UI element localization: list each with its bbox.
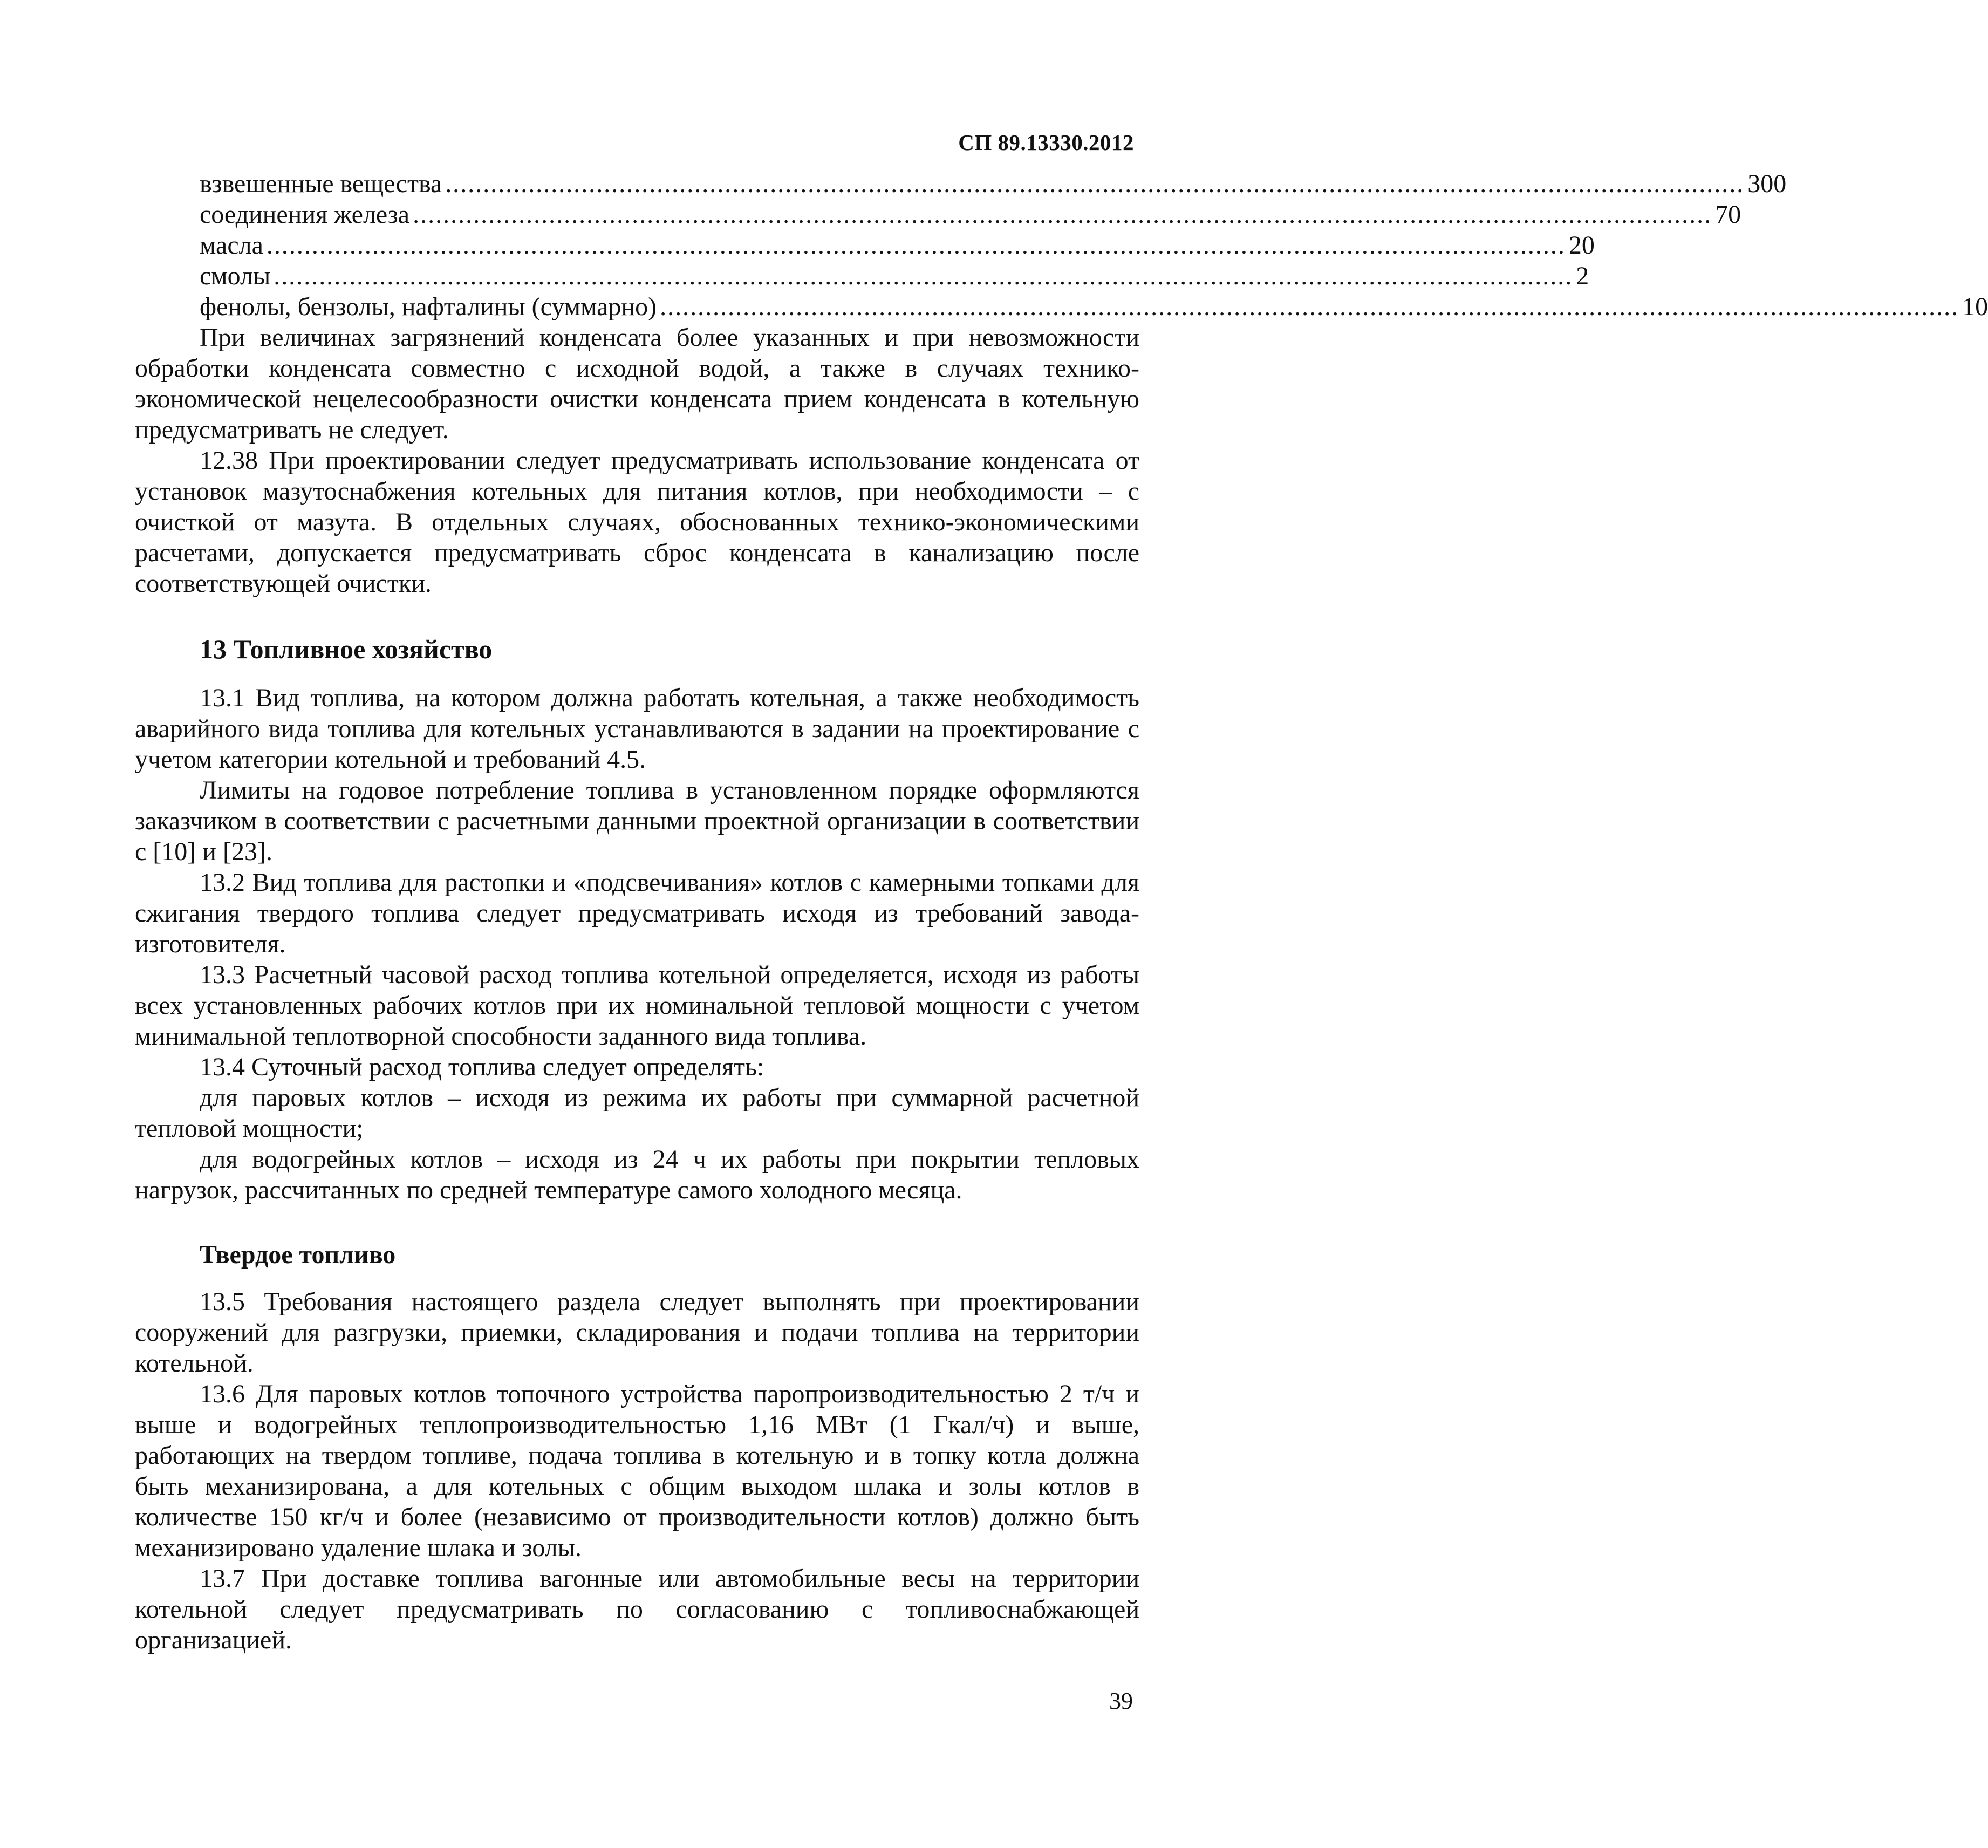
leader-dots: ............................................................................................................................................................................	[266, 231, 1566, 260]
limit-label: соединения железа	[200, 200, 410, 229]
limit-label: фенолы, бензолы, нафталины (суммарно)	[200, 292, 657, 321]
paragraph-13-1: 13.1 Вид топлива, на котором должна работать котельная, а также необходимость аварийного вида топлива для котельных устанавливаются в задании на проектирование с учетом категории котельной и требований 4.5.	[135, 684, 1139, 774]
limit-value: 300	[1747, 169, 1787, 198]
limit-label: масла	[200, 231, 263, 260]
paragraph-13-7: 13.7 При доставке топлива вагонные или автомобильные весы на территории котельной следует предусматривать по согласованию с топливоснабжающей организацией.	[135, 1564, 1139, 1654]
document-code: СП 89.13330.2012	[958, 130, 1134, 155]
limit-value: 70	[1715, 200, 1741, 229]
limit-value: 10	[1962, 292, 1988, 321]
paragraph-12-38: 12.38 При проектировании следует предусматривать использование конденсата от установок мазутоснабжения котельных для питания котлов, при необходимости – с очисткой от мазута. В отдельных случаях, обоснованных технико-экономическими расчетами, допускается предусматривать сброс конденсата в канализацию после соответствующей очистки.	[135, 446, 1139, 598]
paragraph-13-6: 13.6 Для паровых котлов топочного устройства паропроизводительностью 2 т/ч и выше и водогрейных теплопроизводительностью 1,16 МВт (1 Гкал/ч) и выше, работающих на твердом топливе, подача топлива в котельную и в топку котла должна быть механизирована, а для котельных с общим выходом шлака и золы котлов в количестве 150 кг/ч и более (независимо от производительности котлов) должно быть механизировано удаление шлака и золы.	[135, 1380, 1139, 1562]
subsection-heading: Твердое топливо	[200, 1240, 396, 1269]
limit-value: 20	[1568, 231, 1595, 260]
limit-row	[135, 230, 1595, 261]
page-content	[135, 168, 1988, 1655]
section-heading: 13 Топливное хозяйство	[200, 634, 493, 664]
paragraph-13-4: 13.4 Суточный расход топлива следует определять:	[200, 1053, 764, 1081]
limit-row	[135, 168, 1787, 199]
limit-row	[135, 261, 1589, 291]
paragraph-13-2: 13.2 Вид топлива для растопки и «подсвечивания» котлов с камерными топками для сжигания твердого топлива следует предусматривать исходя из требований завода-изготовителя.	[135, 868, 1139, 958]
leader-dots: ............................................................................................................................................................................	[413, 200, 1712, 229]
limit-row	[135, 291, 1988, 322]
leader-dots: ............................................................................................................................................................................	[660, 292, 1959, 321]
limit-value: 2	[1576, 262, 1589, 290]
paragraph: для водогрейных котлов – исходя из 24 ч их работы при покрытии тепловых нагрузок, рассчитанных по средней температуре самого холодного месяца.	[135, 1145, 1139, 1204]
leader-dots: ............................................................................................................................................................................	[445, 169, 1745, 198]
paragraph: При величинах загрязнений конденсата более указанных и при невозможности обработки конденсата совместно с исходной водой, а также в случаях технико-экономической нецелесообразности очистки конденсата прием конденсата в котельную предусматривать не следует.	[135, 323, 1139, 444]
leader-dots: ............................................................................................................................................................................	[274, 262, 1573, 290]
limit-label: смолы	[200, 262, 271, 290]
limit-row	[135, 199, 1741, 230]
page-number: 39	[1109, 1688, 1133, 1714]
paragraph: для паровых котлов – исходя из режима их работы при суммарной расчетной тепловой мощности;	[135, 1083, 1139, 1143]
paragraph: Лимиты на годовое потребление топлива в установленном порядке оформляются заказчиком в соответствии с расчетными данными проектной организации в соответствии с [10] и [23].	[135, 776, 1139, 866]
limit-label: взвешенные вещества	[200, 169, 442, 198]
paragraph-13-5: 13.5 Требования настоящего раздела следует выполнять при проектировании сооружений для разгрузки, приемки, складирования и подачи топлива на территории котельной.	[135, 1287, 1139, 1378]
limits-list	[135, 168, 1988, 322]
paragraph-13-3: 13.3 Расчетный часовой расход топлива котельной определяется, исходя из работы всех установленных рабочих котлов при их номинальной тепловой мощности с учетом минимальной теплотворной способности заданного вида топлива.	[135, 960, 1139, 1051]
